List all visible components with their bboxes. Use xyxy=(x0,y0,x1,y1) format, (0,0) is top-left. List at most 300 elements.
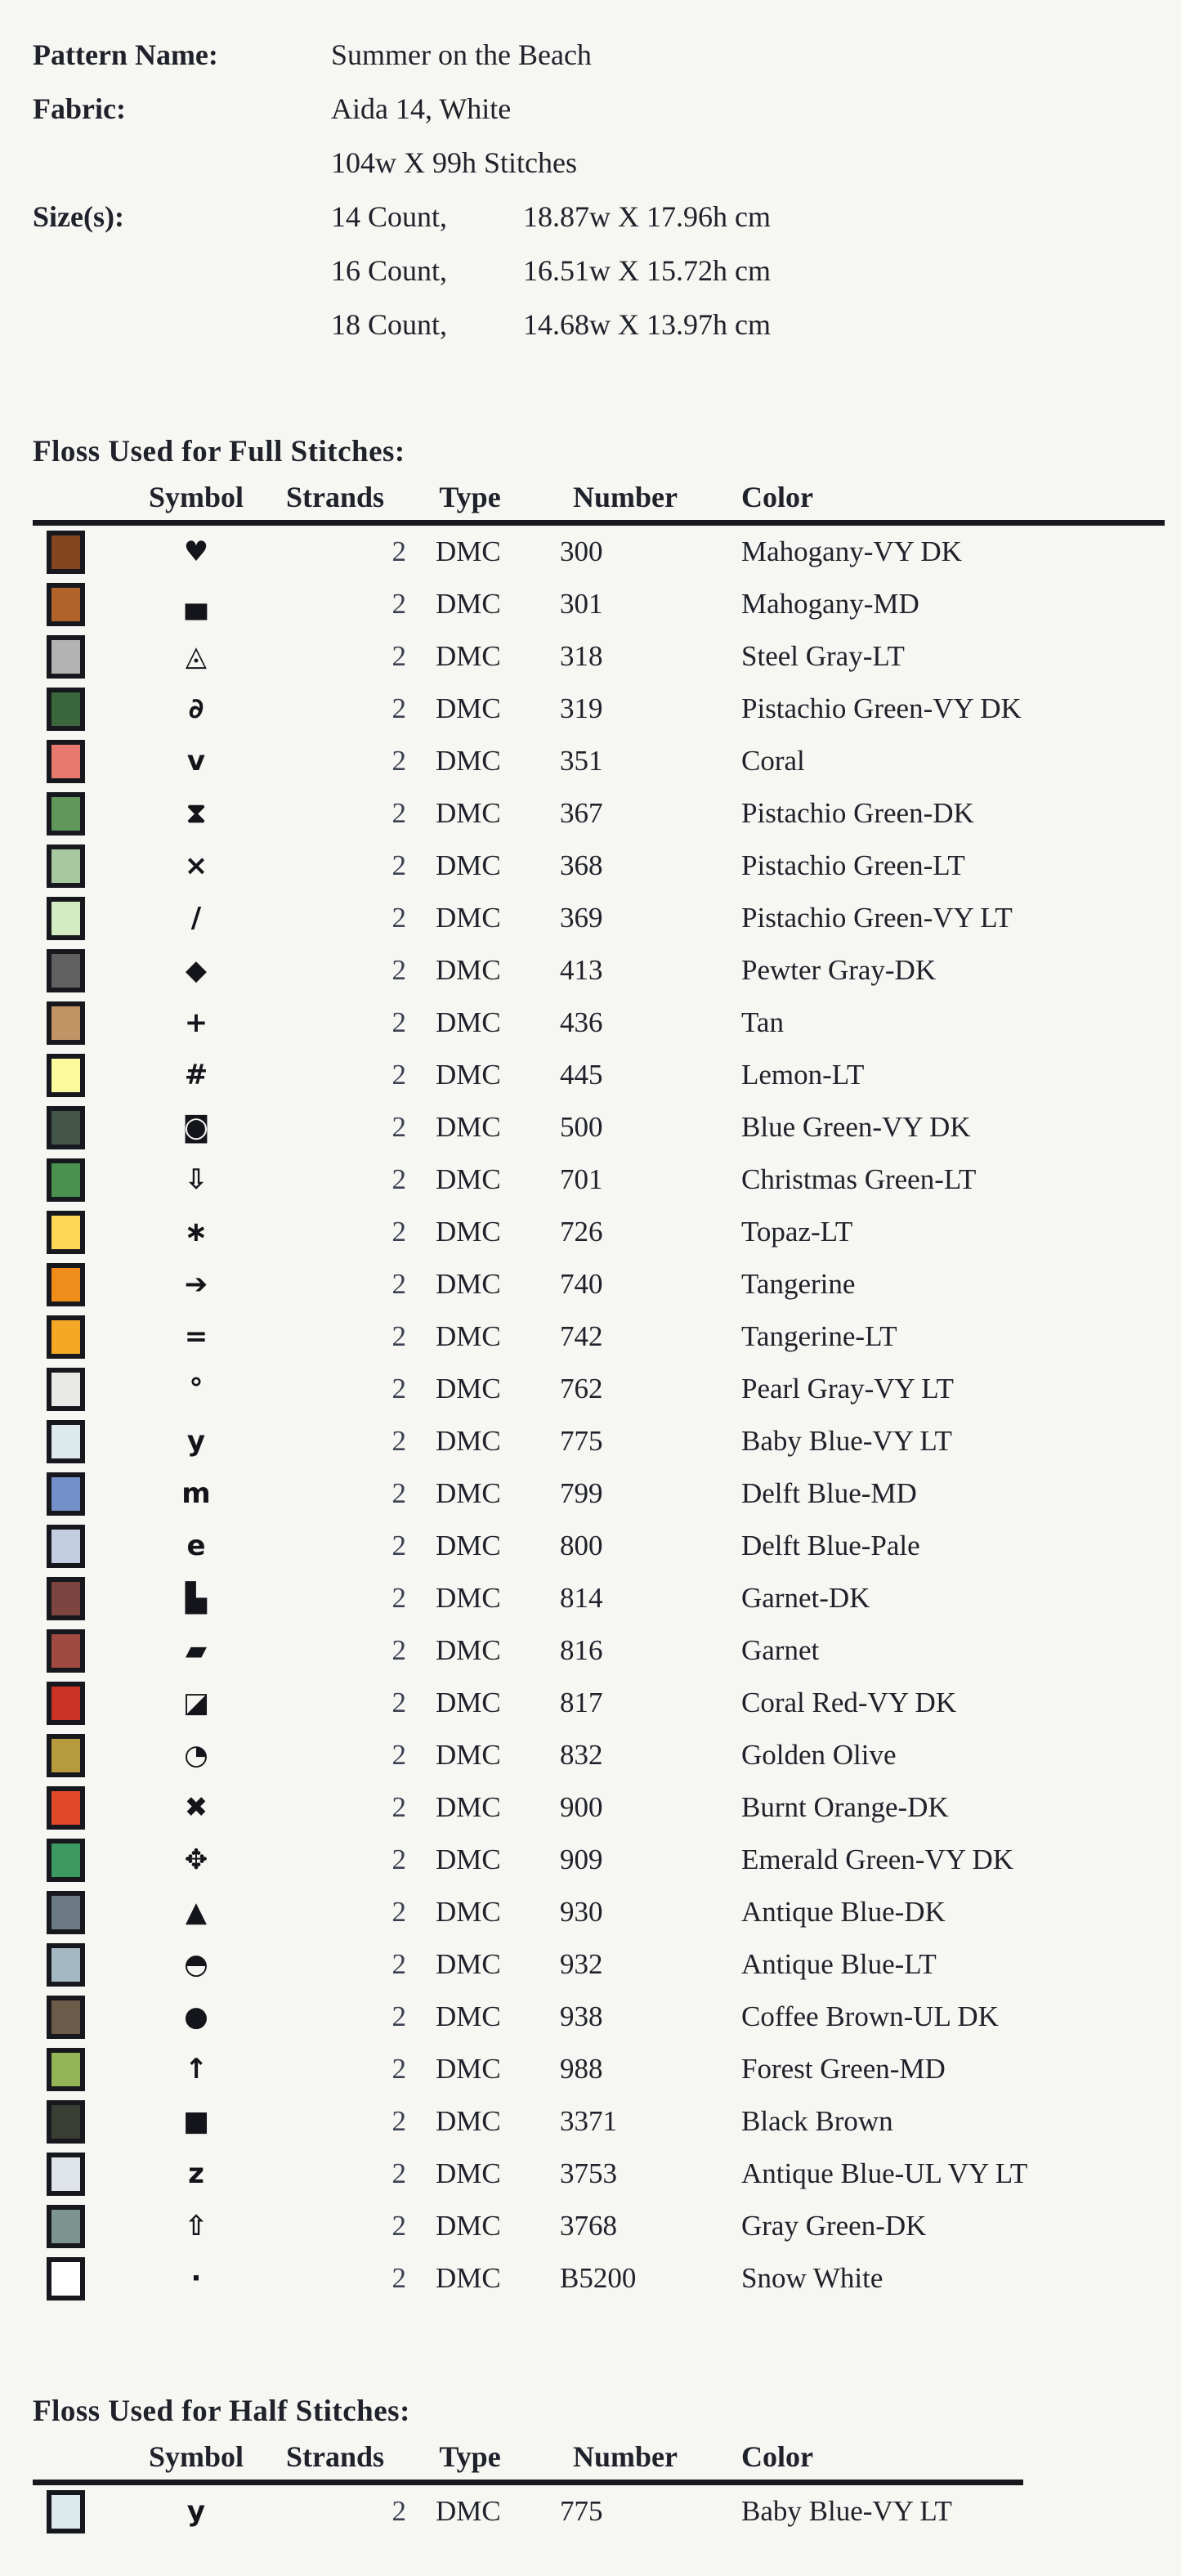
color-swatch xyxy=(47,792,85,836)
color-swatch xyxy=(47,1682,85,1725)
hourglass-symbol-icon: ⧗ xyxy=(186,797,206,830)
type-value: DMC xyxy=(436,1896,501,1928)
swatch-cell xyxy=(33,1368,135,1411)
color-swatch xyxy=(47,583,85,626)
quarter-circle-symbol-icon: ◔ xyxy=(184,1739,208,1772)
thick-up-arrow-symbol-icon: ⇧ xyxy=(184,2210,208,2242)
number-value: 368 xyxy=(560,849,603,881)
swatch-cell xyxy=(33,1786,135,1830)
color-name: Golden Olive xyxy=(741,1739,897,1771)
color-swatch xyxy=(47,1472,85,1516)
floss-row xyxy=(33,892,1165,944)
strands-value: 2 xyxy=(391,692,406,724)
swatch-cell xyxy=(33,1211,135,1254)
floss-row xyxy=(33,735,1165,787)
multiply-symbol-icon: × xyxy=(184,849,208,882)
color-name: Mahogany-VY DK xyxy=(741,535,962,567)
number-value: 775 xyxy=(560,1425,603,1457)
swatch-cell xyxy=(33,1629,135,1673)
color-name: Tan xyxy=(741,1006,784,1038)
floss-row xyxy=(33,526,1165,578)
meta-row xyxy=(33,298,1165,352)
strands-value: 2 xyxy=(391,954,406,986)
color-name: Delft Blue-MD xyxy=(741,1477,917,1509)
type-value: DMC xyxy=(436,1530,501,1561)
color-name: Coral Red-VY DK xyxy=(741,1687,957,1718)
type-value: DMC xyxy=(436,1006,501,1038)
color-swatch xyxy=(47,1734,85,1777)
color-swatch xyxy=(47,1420,85,1463)
color-swatch xyxy=(47,531,85,574)
type-value: DMC xyxy=(436,1582,501,1614)
number-value: 369 xyxy=(560,902,603,934)
strands-value: 2 xyxy=(391,1425,406,1457)
meta-count-value: 14 Count, xyxy=(331,200,448,233)
color-swatch xyxy=(47,1315,85,1359)
color-name: Mahogany-MD xyxy=(741,588,919,620)
color-swatch xyxy=(47,1891,85,1934)
meta-label: Fabric: xyxy=(33,92,126,125)
floss-row xyxy=(33,1677,1165,1729)
swatch-cell xyxy=(33,1158,135,1202)
four-spoke-asterisk-symbol-icon: ✥ xyxy=(184,1844,208,1876)
half-stitches-title: Floss Used for Half Stitches: xyxy=(33,2395,410,2428)
floss-row xyxy=(33,1258,1165,1310)
type-value: DMC xyxy=(436,2262,501,2294)
floss-row xyxy=(33,1310,1165,1363)
type-value: DMC xyxy=(436,1268,501,1300)
color-name: Steel Gray-LT xyxy=(741,640,905,672)
number-value: 3768 xyxy=(560,2210,617,2242)
column-header-symbol: Symbol xyxy=(148,2440,244,2473)
pattern-meta xyxy=(33,28,1165,352)
column-header-number: Number xyxy=(573,481,678,513)
floss-row xyxy=(33,1154,1165,1206)
color-swatch xyxy=(47,1839,85,1882)
strands-value: 2 xyxy=(391,1006,406,1038)
floss-row xyxy=(33,2095,1165,2148)
color-swatch xyxy=(47,1525,85,1568)
number-value: 413 xyxy=(560,954,603,986)
color-name: Baby Blue-VY LT xyxy=(741,1425,952,1457)
color-swatch xyxy=(47,1943,85,1987)
color-name: Coral xyxy=(741,745,805,777)
floss-row xyxy=(33,1520,1165,1572)
floss-row xyxy=(33,2200,1165,2252)
letter-m-symbol-icon: m xyxy=(181,1477,211,1510)
type-value: DMC xyxy=(436,692,501,724)
swatch-cell xyxy=(33,1525,135,1568)
swatch-cell xyxy=(33,1472,135,1516)
swatch-cell xyxy=(33,583,135,626)
down-arrow-symbol-icon: ⇩ xyxy=(184,1163,208,1196)
type-value: DMC xyxy=(436,1111,501,1143)
number-value: 817 xyxy=(560,1687,603,1718)
color-name: Pistachio Green-DK xyxy=(741,797,974,829)
strands-value: 2 xyxy=(391,1477,406,1509)
swatch-cell xyxy=(33,1734,135,1777)
meta-value: 16.51w X 15.72h cm xyxy=(523,254,771,287)
full-stitches-table xyxy=(33,474,1165,2305)
color-swatch xyxy=(47,1158,85,1202)
strands-value: 2 xyxy=(391,640,406,672)
number-value: 3371 xyxy=(560,2105,617,2137)
table-header xyxy=(33,2434,1023,2485)
number-value: 932 xyxy=(560,1948,603,1980)
swatch-cell xyxy=(33,688,135,731)
number-value: 445 xyxy=(560,1059,603,1091)
swatch-cell xyxy=(33,1054,135,1097)
type-value: DMC xyxy=(436,1477,501,1509)
type-value: DMC xyxy=(436,1163,501,1195)
color-swatch xyxy=(47,740,85,783)
type-value: DMC xyxy=(436,588,501,620)
swatch-cell xyxy=(33,949,135,992)
color-name: Burnt Orange-DK xyxy=(741,1791,949,1823)
plus-symbol-icon: + xyxy=(184,1006,208,1039)
type-value: DMC xyxy=(436,849,501,881)
floss-row xyxy=(33,1101,1165,1154)
floss-row xyxy=(33,1886,1165,1938)
strands-value: 2 xyxy=(391,2262,406,2294)
swatch-cell xyxy=(33,897,135,940)
color-name: Delft Blue-Pale xyxy=(741,1530,920,1561)
color-swatch xyxy=(47,1629,85,1673)
number-value: 701 xyxy=(560,1163,603,1195)
color-swatch xyxy=(47,1211,85,1254)
swatch-cell xyxy=(33,635,135,679)
strands-value: 2 xyxy=(391,1739,406,1771)
type-value: DMC xyxy=(436,745,501,777)
strands-value: 2 xyxy=(391,1373,406,1404)
color-name: Black Brown xyxy=(741,2105,893,2137)
letter-z-symbol-icon: z xyxy=(188,2157,204,2190)
color-swatch xyxy=(47,1054,85,1097)
color-swatch xyxy=(47,949,85,992)
color-name: Tangerine-LT xyxy=(741,1320,897,1352)
strands-value: 2 xyxy=(391,1948,406,1980)
floss-row xyxy=(33,2148,1165,2200)
number-value: 351 xyxy=(560,745,603,777)
floss-row xyxy=(33,2485,1023,2538)
meta-row xyxy=(33,190,1165,244)
floss-row xyxy=(33,2252,1165,2305)
type-value: DMC xyxy=(436,2157,501,2189)
curled-d-symbol-icon: ∂ xyxy=(188,692,204,725)
number-value: 814 xyxy=(560,1582,603,1614)
type-value: DMC xyxy=(436,1634,501,1666)
number-value: 988 xyxy=(560,2053,603,2085)
type-value: DMC xyxy=(436,1948,501,1980)
color-name: Pearl Gray-VY LT xyxy=(741,1373,954,1404)
heart-symbol-icon: ♥ xyxy=(183,535,209,568)
floss-row xyxy=(33,1415,1165,1467)
half-stitches-table xyxy=(33,2434,1023,2538)
number-value: 3753 xyxy=(560,2157,617,2189)
type-value: DMC xyxy=(436,902,501,934)
number-value: 800 xyxy=(560,1530,603,1561)
color-swatch xyxy=(47,1263,85,1306)
floss-row xyxy=(33,1729,1165,1781)
swatch-cell xyxy=(33,1891,135,1934)
column-header-color: Color xyxy=(741,2440,813,2473)
swatch-cell xyxy=(33,740,135,783)
swatch-cell xyxy=(33,2257,135,2300)
type-value: DMC xyxy=(436,1791,501,1823)
color-swatch xyxy=(47,2490,85,2533)
up-arrow-symbol-icon: ↑ xyxy=(184,2053,208,2085)
color-name: Pewter Gray-DK xyxy=(741,954,937,986)
strands-value: 2 xyxy=(391,1268,406,1300)
black-diamond-symbol-icon: ◆ xyxy=(185,954,208,987)
strands-value: 2 xyxy=(391,797,406,829)
column-header-strands: Strands xyxy=(285,2440,385,2473)
meta-count-value: 18 Count, xyxy=(331,308,448,341)
color-name: Gray Green-DK xyxy=(741,2210,927,2242)
meta-row xyxy=(33,28,1165,82)
type-value: DMC xyxy=(436,1844,501,1875)
floss-row xyxy=(33,1049,1165,1101)
number-value: 319 xyxy=(560,692,603,724)
meta-value: 104w X 99h Stitches xyxy=(331,146,577,179)
color-swatch xyxy=(47,1786,85,1830)
floss-row xyxy=(33,1938,1165,1991)
meta-label: Pattern Name: xyxy=(33,38,218,71)
type-value: DMC xyxy=(436,2000,501,2032)
swatch-cell xyxy=(33,2048,135,2091)
color-swatch xyxy=(47,2153,85,2196)
meta-value: Summer on the Beach xyxy=(331,38,592,71)
type-value: DMC xyxy=(436,2053,501,2085)
color-swatch xyxy=(47,1368,85,1411)
strands-value: 2 xyxy=(391,588,406,620)
type-value: DMC xyxy=(436,535,501,567)
type-value: DMC xyxy=(436,954,501,986)
hash-symbol-icon: # xyxy=(184,1059,208,1091)
floss-row xyxy=(33,1467,1165,1520)
type-value: DMC xyxy=(436,1739,501,1771)
full-stitches-title: Floss Used for Full Stitches: xyxy=(33,435,405,468)
half-circle-dome-symbol-icon: ◓ xyxy=(184,1948,208,1981)
swatch-cell xyxy=(33,1996,135,2039)
color-swatch xyxy=(47,688,85,731)
swatch-cell xyxy=(33,1420,135,1463)
type-value: DMC xyxy=(436,1425,501,1457)
number-value: 775 xyxy=(560,2495,603,2527)
color-swatch xyxy=(47,2100,85,2144)
column-header-type: Type xyxy=(439,2440,501,2473)
meta-label: Size(s): xyxy=(33,200,124,233)
column-header-strands: Strands xyxy=(285,481,385,513)
strands-value: 2 xyxy=(391,1582,406,1614)
color-swatch xyxy=(47,1996,85,2039)
swatch-cell xyxy=(33,1839,135,1882)
equals-symbol-icon: = xyxy=(184,1320,208,1353)
number-value: 742 xyxy=(560,1320,603,1352)
color-swatch xyxy=(47,635,85,679)
type-value: DMC xyxy=(436,1059,501,1091)
quadrant-square-symbol-icon: ▙ xyxy=(185,1582,208,1615)
type-value: DMC xyxy=(436,2210,501,2242)
floss-row xyxy=(33,630,1165,683)
color-name: Forest Green-MD xyxy=(741,2053,946,2085)
type-value: DMC xyxy=(436,1687,501,1718)
strands-value: 2 xyxy=(391,2000,406,2032)
half-diagonal-square-symbol-icon: ◪ xyxy=(182,1687,210,1719)
swatch-cell xyxy=(33,844,135,888)
strands-value: 2 xyxy=(391,1059,406,1091)
column-header-number: Number xyxy=(573,2440,678,2473)
color-name: Snow White xyxy=(741,2262,884,2294)
type-value: DMC xyxy=(436,1320,501,1352)
floss-row xyxy=(33,1991,1165,2043)
floss-row xyxy=(33,2043,1165,2095)
strands-value: 2 xyxy=(391,2495,406,2527)
swatch-cell xyxy=(33,2490,135,2533)
strands-value: 2 xyxy=(391,1687,406,1718)
floss-row xyxy=(33,840,1165,892)
floss-row xyxy=(33,944,1165,997)
floss-row xyxy=(33,1834,1165,1886)
color-swatch xyxy=(47,2048,85,2091)
black-triangle-symbol-icon: ▲ xyxy=(185,1896,208,1929)
floss-row xyxy=(33,1206,1165,1258)
number-value: 900 xyxy=(560,1791,603,1823)
swatch-cell xyxy=(33,531,135,574)
color-name: Pistachio Green-VY DK xyxy=(741,692,1022,724)
strands-value: 2 xyxy=(391,1844,406,1875)
color-name: Tangerine xyxy=(741,1268,856,1300)
small-circle-symbol-icon: ° xyxy=(189,1373,204,1405)
column-header-symbol: Symbol xyxy=(148,481,244,513)
swatch-cell xyxy=(33,792,135,836)
strands-value: 2 xyxy=(391,2053,406,2085)
type-value: DMC xyxy=(436,1373,501,1404)
number-value: 367 xyxy=(560,797,603,829)
meta-value: 18.87w X 17.96h cm xyxy=(523,200,771,233)
type-value: DMC xyxy=(436,2105,501,2137)
square-with-hole-symbol-icon: ◙ xyxy=(182,1111,210,1144)
table-body xyxy=(33,2485,1023,2538)
color-name: Antique Blue-UL VY LT xyxy=(741,2157,1028,2189)
strands-value: 2 xyxy=(391,1791,406,1823)
type-value: DMC xyxy=(436,1216,501,1248)
meta-count-value: 16 Count, xyxy=(331,254,448,287)
color-swatch xyxy=(47,844,85,888)
heavy-x-symbol-icon: ✖ xyxy=(184,1791,208,1824)
number-value: 740 xyxy=(560,1268,603,1300)
swatch-cell xyxy=(33,1577,135,1620)
strands-value: 2 xyxy=(391,1320,406,1352)
strands-value: 2 xyxy=(391,2105,406,2137)
type-value: DMC xyxy=(436,2495,501,2527)
number-value: 832 xyxy=(560,1739,603,1771)
color-swatch xyxy=(47,1001,85,1045)
column-header-color: Color xyxy=(741,481,813,513)
swatch-cell xyxy=(33,2205,135,2248)
color-name: Garnet-DK xyxy=(741,1582,870,1614)
color-name: Garnet xyxy=(741,1634,820,1666)
triangle-with-dot-symbol-icon: ◬ xyxy=(185,640,208,673)
asterisk-symbol-icon: ∗ xyxy=(184,1216,208,1248)
color-name: Topaz-LT xyxy=(741,1216,853,1248)
black-circle-symbol-icon: ● xyxy=(184,2000,208,2033)
strands-value: 2 xyxy=(391,2157,406,2189)
table-header xyxy=(33,474,1165,526)
number-value: 301 xyxy=(560,588,603,620)
swatch-cell xyxy=(33,2100,135,2144)
color-name: Christmas Green-LT xyxy=(741,1163,977,1195)
letter-e-symbol-icon: e xyxy=(186,1530,206,1562)
dot-symbol-icon: · xyxy=(190,2262,202,2295)
type-value: DMC xyxy=(436,640,501,672)
number-value: 909 xyxy=(560,1844,603,1875)
strands-value: 2 xyxy=(391,902,406,934)
strands-value: 2 xyxy=(391,1216,406,1248)
strands-value: 2 xyxy=(391,1163,406,1195)
meta-row xyxy=(33,244,1165,298)
color-name: Antique Blue-LT xyxy=(741,1948,937,1980)
number-value: 799 xyxy=(560,1477,603,1509)
color-name: Blue Green-VY DK xyxy=(741,1111,971,1143)
meta-row xyxy=(33,136,1165,190)
floss-row xyxy=(33,787,1165,840)
strands-value: 2 xyxy=(391,535,406,567)
floss-row xyxy=(33,683,1165,735)
floss-row xyxy=(33,1363,1165,1415)
letter-v-symbol-icon: v xyxy=(186,745,206,777)
color-swatch xyxy=(47,1106,85,1149)
floss-row xyxy=(33,1781,1165,1834)
floss-row xyxy=(33,997,1165,1049)
strands-value: 2 xyxy=(391,1530,406,1561)
number-value: 318 xyxy=(560,640,603,672)
meta-value: Aida 14, White xyxy=(331,92,512,125)
floss-row xyxy=(33,1572,1165,1624)
right-arrow-symbol-icon: ➔ xyxy=(184,1268,208,1301)
thick-stroke-symbol-icon: ▰ xyxy=(185,1634,208,1667)
color-name: Baby Blue-VY LT xyxy=(741,2495,952,2527)
color-name: Pistachio Green-LT xyxy=(741,849,965,881)
column-header-type: Type xyxy=(439,481,501,513)
strands-value: 2 xyxy=(391,1111,406,1143)
meta-value: 14.68w X 13.97h cm xyxy=(523,308,771,341)
number-value: B5200 xyxy=(560,2262,637,2294)
color-swatch xyxy=(47,2257,85,2300)
swatch-cell xyxy=(33,1943,135,1987)
number-value: 762 xyxy=(560,1373,603,1404)
color-name: Antique Blue-DK xyxy=(741,1896,946,1928)
strands-value: 2 xyxy=(391,745,406,777)
color-name: Pistachio Green-VY LT xyxy=(741,902,1013,934)
number-value: 500 xyxy=(560,1111,603,1143)
swatch-cell xyxy=(33,1106,135,1149)
strands-value: 2 xyxy=(391,849,406,881)
floss-row xyxy=(33,1624,1165,1677)
color-name: Lemon-LT xyxy=(741,1059,865,1091)
letter-y-symbol-icon: y xyxy=(186,1425,206,1458)
black-square-symbol-icon: ■ xyxy=(182,2105,210,2138)
slash-symbol-icon: / xyxy=(190,902,202,934)
number-value: 816 xyxy=(560,1634,603,1666)
type-value: DMC xyxy=(436,797,501,829)
number-value: 436 xyxy=(560,1006,603,1038)
letter-y-symbol-icon: y xyxy=(186,2495,206,2528)
swatch-cell xyxy=(33,2153,135,2196)
color-swatch xyxy=(47,2205,85,2248)
swatch-cell xyxy=(33,1315,135,1359)
number-value: 726 xyxy=(560,1216,603,1248)
